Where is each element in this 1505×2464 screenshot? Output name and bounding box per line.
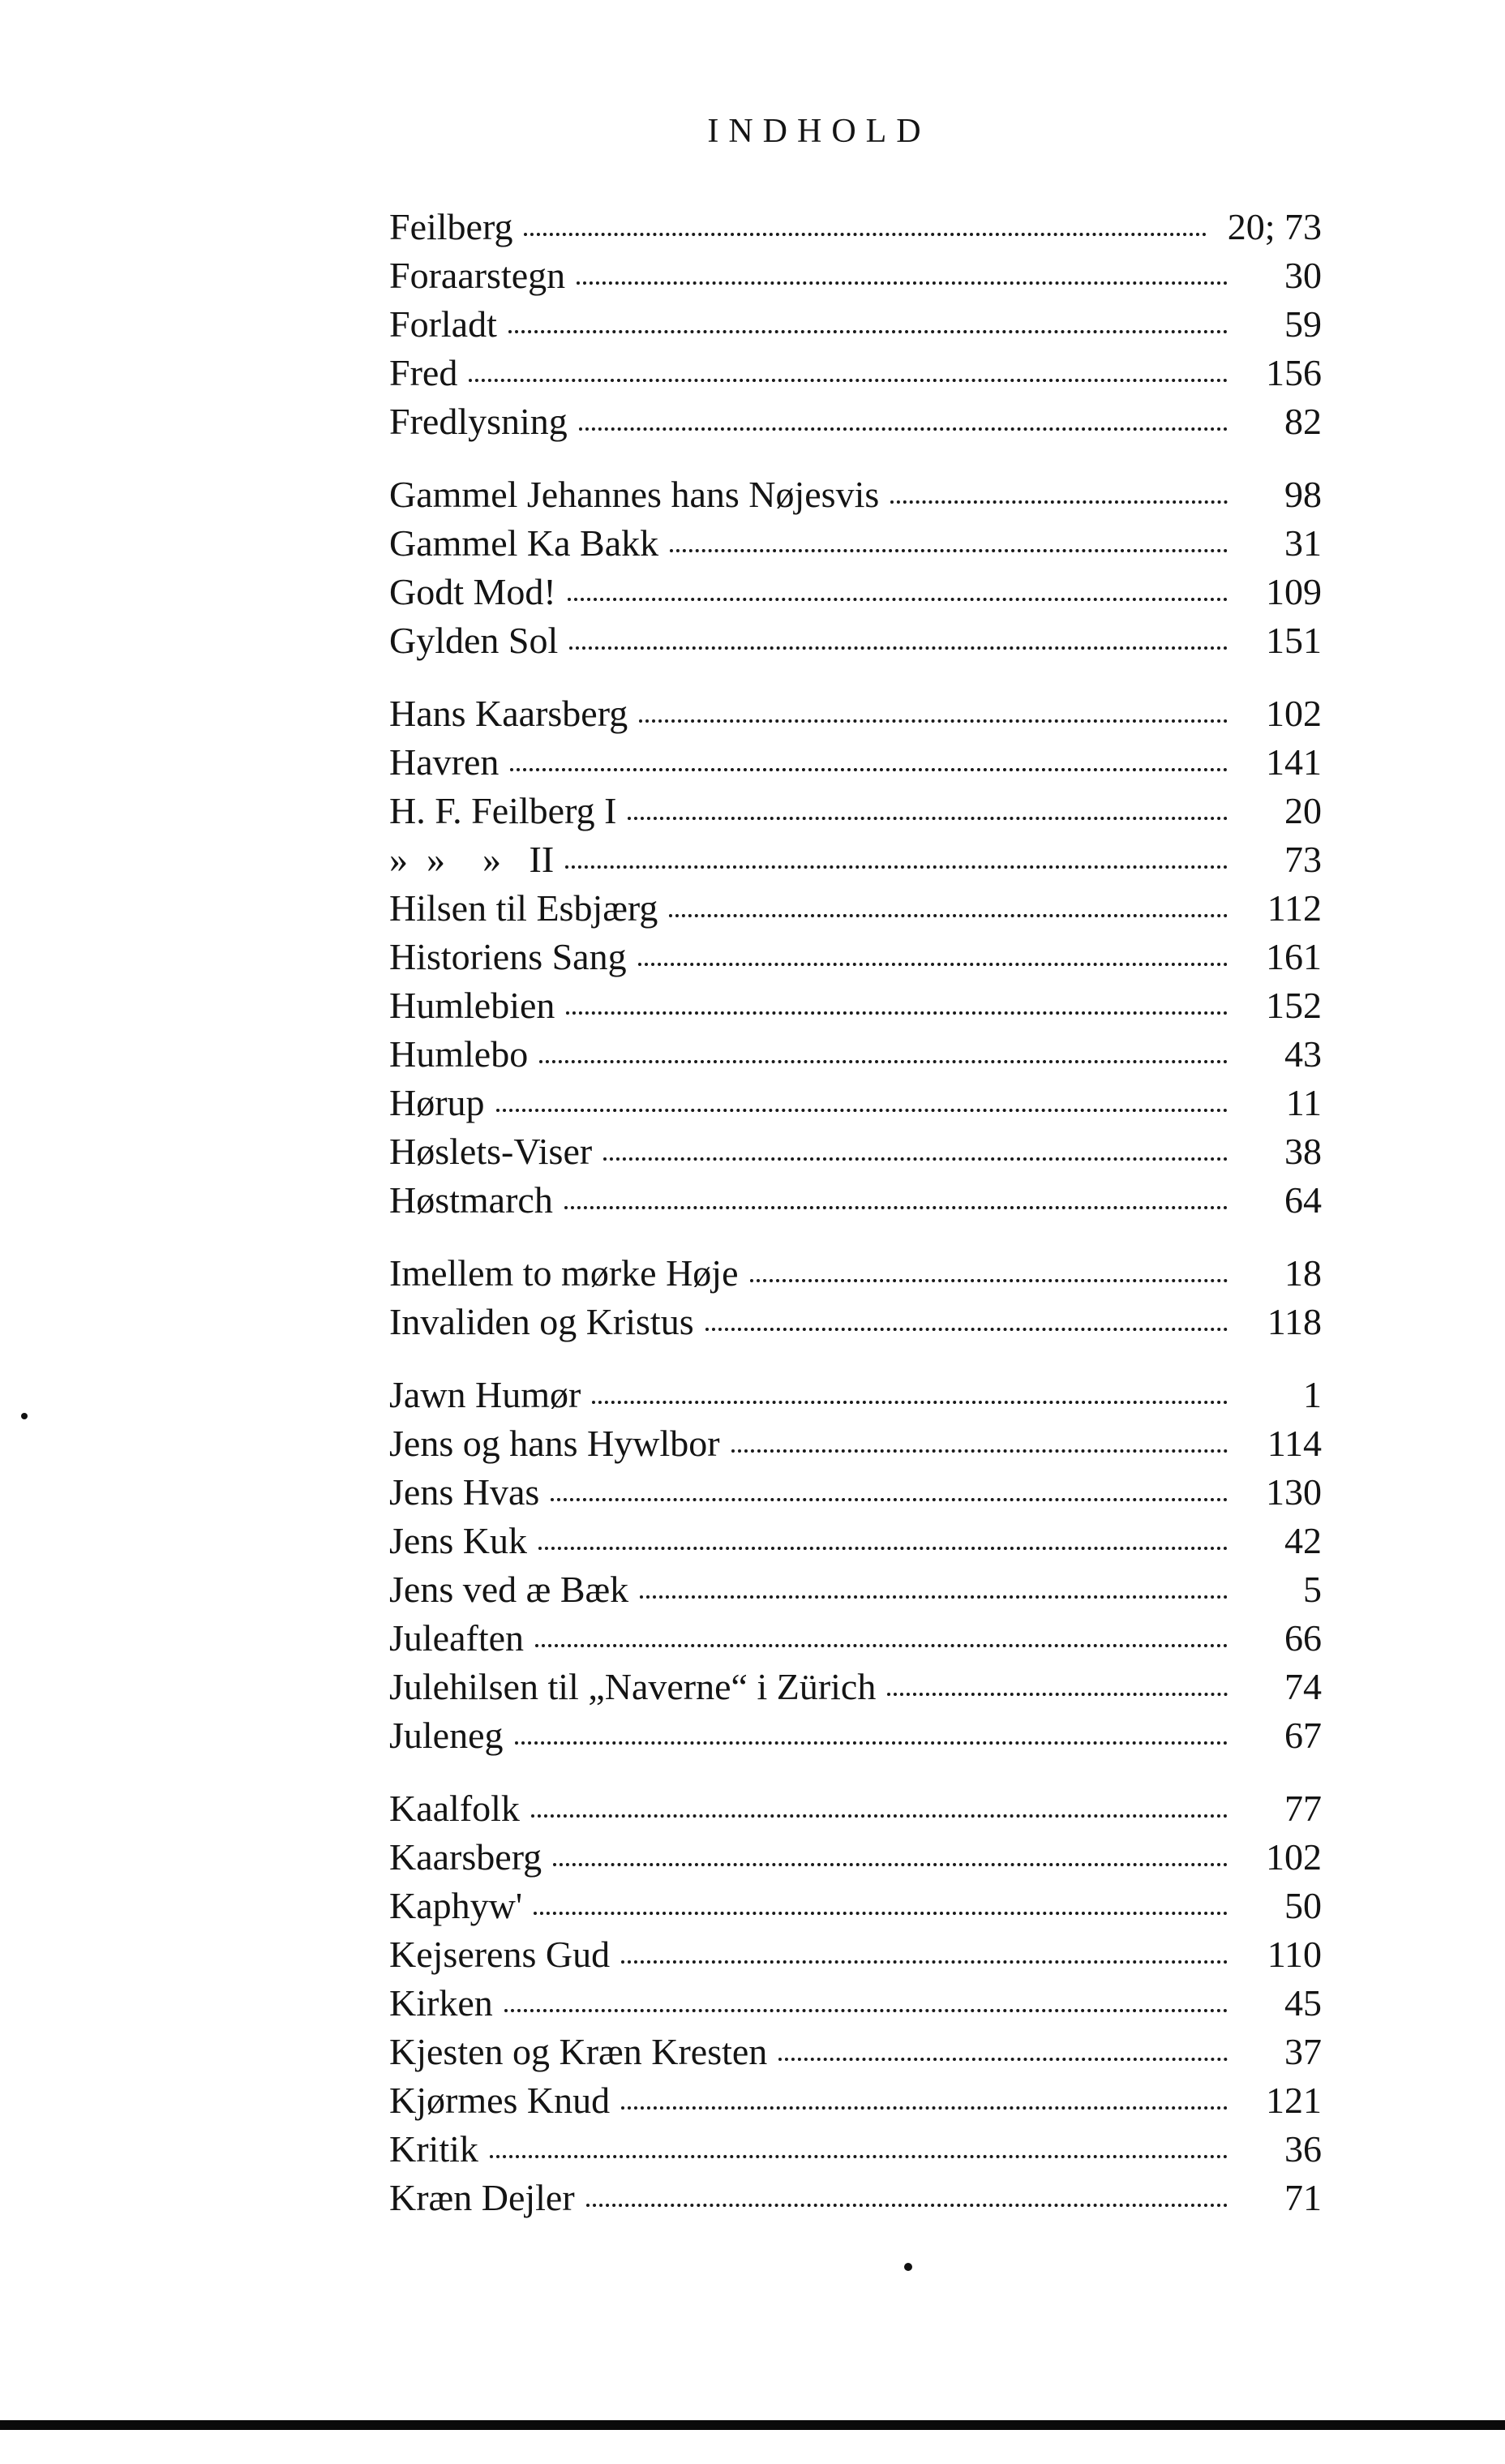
toc-entry-title: Imellem to mørke Høje	[389, 1252, 739, 1294]
toc-entry-page-number: 74	[1284, 1666, 1322, 1707]
page-bottom-rule	[0, 2420, 1505, 2430]
toc-entry-page-number: 121	[1266, 2080, 1322, 2121]
toc-entry	[389, 2174, 1322, 2222]
toc-entry-page-number: 110	[1267, 1934, 1322, 1975]
toc-entry	[389, 787, 1322, 835]
toc-entry-page-number: 130	[1266, 1471, 1322, 1513]
toc-entry-title: Kaphyw'	[389, 1885, 523, 1926]
toc-entry-page-number: 66	[1284, 1617, 1322, 1659]
toc-entry-page-number: 59	[1284, 303, 1322, 345]
dot-leader	[510, 768, 1228, 771]
dot-leader	[586, 2204, 1228, 2207]
toc-entry	[389, 1711, 1322, 1760]
toc-entry-page-number: 82	[1284, 401, 1322, 442]
toc-entry	[389, 1833, 1322, 1882]
toc-entry-title: Hilsen til Esbjærg	[389, 887, 658, 929]
toc-entry-title: Jens Hvas	[389, 1471, 540, 1513]
toc-entry	[389, 1371, 1322, 1419]
toc-entry-title: Jens ved æ Bæk	[389, 1569, 629, 1610]
toc-entry-page-number: 73	[1284, 839, 1322, 880]
page-title: INDHOLD	[707, 113, 931, 150]
toc-entry	[389, 2125, 1322, 2174]
dot-leader	[568, 598, 1228, 601]
toc-entry	[389, 1614, 1322, 1663]
dot-leader	[628, 817, 1228, 820]
toc-entry-title: H. F. Feilberg I	[389, 790, 617, 831]
toc-group	[389, 1249, 1322, 1346]
dot-leader	[564, 1206, 1228, 1209]
dot-leader	[887, 1693, 1228, 1696]
dot-leader	[469, 379, 1228, 382]
print-speck	[904, 2263, 912, 2271]
dot-leader	[551, 1498, 1228, 1501]
toc-entry	[389, 1176, 1322, 1225]
toc-entry-page-number: 5	[1303, 1569, 1322, 1610]
toc-entry-page-number: 18	[1284, 1252, 1322, 1294]
dot-leader	[535, 1644, 1228, 1647]
toc-entry-title: Kejserens Gud	[389, 1934, 611, 1975]
dot-leader	[639, 719, 1228, 723]
toc-entry-title: Invaliden og Kristus	[389, 1301, 694, 1342]
toc-entry-page-number: 77	[1284, 1788, 1322, 1829]
dot-leader	[669, 914, 1228, 917]
toc-entry	[389, 835, 1322, 884]
toc-entry-page-number: 20; 73	[1227, 206, 1322, 247]
toc-entry-title: Gylden Sol	[389, 620, 559, 661]
toc-entry	[389, 519, 1322, 568]
toc-entry-title: Humlebien	[389, 985, 555, 1026]
toc-entry-title: Fred	[389, 352, 458, 393]
toc-entry	[389, 1882, 1322, 1930]
toc-entry	[389, 1663, 1322, 1711]
print-speck	[21, 1413, 28, 1419]
toc-entry	[389, 1517, 1322, 1565]
toc-entry	[389, 2076, 1322, 2125]
toc-entry-page-number: 1	[1303, 1374, 1322, 1415]
toc-entry	[389, 689, 1322, 738]
dot-leader	[621, 1960, 1228, 1964]
dot-leader	[524, 233, 1206, 236]
toc-entry-page-number: 161	[1266, 936, 1322, 977]
toc-entry	[389, 1127, 1322, 1176]
dot-leader	[592, 1401, 1228, 1404]
toc-entry-page-number: 20	[1284, 790, 1322, 831]
toc-entry-title: Gammel Jehannes hans Nøjesvis	[389, 474, 880, 515]
toc-entry-title: Hans Kaarsberg	[389, 693, 628, 734]
toc-entry-title: Feilberg	[389, 206, 513, 247]
toc-entry-title: Juleaften	[389, 1617, 525, 1659]
toc-entry	[389, 1030, 1322, 1079]
toc-entry	[389, 1298, 1322, 1346]
dot-leader	[670, 549, 1228, 552]
toc-entry-page-number: 156	[1266, 352, 1322, 393]
toc-entry-page-number: 152	[1266, 985, 1322, 1026]
toc-entry-title: Kaarsberg	[389, 1836, 542, 1878]
toc-group	[389, 1784, 1322, 2222]
toc-entry-title: Julehilsen til „Naverne“ i Zürich	[389, 1666, 877, 1707]
toc-entry-page-number: 151	[1266, 620, 1322, 661]
toc-entry-title: Jens og hans Hywlbor	[389, 1423, 720, 1464]
toc-entry	[389, 397, 1322, 446]
dot-leader	[569, 646, 1228, 650]
toc-entry-page-number: 31	[1284, 522, 1322, 564]
toc-entry-page-number: 102	[1266, 693, 1322, 734]
toc-entry-title: Historiens Sang	[389, 936, 627, 977]
toc-entry	[389, 1468, 1322, 1517]
toc-entry-title: Juleneg	[389, 1715, 504, 1756]
toc-entry	[389, 1249, 1322, 1298]
toc-entry-page-number: 11	[1285, 1082, 1322, 1123]
toc-entry-title: Havren	[389, 741, 500, 783]
toc-entry	[389, 251, 1322, 300]
toc-entry	[389, 349, 1322, 397]
toc-entry-title: » » » II	[389, 839, 555, 880]
toc-entry-title: Hørup	[389, 1082, 485, 1123]
dot-leader	[534, 1912, 1228, 1915]
toc-entry-title: Humlebo	[389, 1033, 529, 1075]
toc-group	[389, 1371, 1322, 1760]
dot-leader	[638, 963, 1228, 966]
dot-leader	[890, 500, 1228, 504]
toc-entry	[389, 738, 1322, 787]
toc-entry	[389, 933, 1322, 981]
toc-entry-title: Kirken	[389, 1982, 493, 2024]
toc-entry-page-number: 38	[1284, 1131, 1322, 1172]
toc-entry	[389, 203, 1322, 251]
dot-leader	[778, 2058, 1228, 2061]
dot-leader	[621, 2106, 1228, 2110]
toc-group	[389, 470, 1322, 665]
dot-leader	[531, 1814, 1228, 1818]
toc-entry	[389, 1979, 1322, 2028]
toc-entry	[389, 1419, 1322, 1468]
dot-leader	[579, 427, 1228, 431]
toc-entry-page-number: 71	[1284, 2177, 1322, 2218]
toc-entry-page-number: 109	[1266, 571, 1322, 612]
table-of-contents	[389, 203, 1322, 2247]
toc-entry	[389, 884, 1322, 933]
dot-leader	[731, 1449, 1228, 1453]
dot-leader	[603, 1157, 1228, 1161]
toc-entry-page-number: 98	[1284, 474, 1322, 515]
toc-entry-title: Forladt	[389, 303, 497, 345]
toc-entry	[389, 1930, 1322, 1979]
toc-entry-title: Kritik	[389, 2128, 478, 2170]
toc-entry	[389, 616, 1322, 665]
toc-entry-page-number: 45	[1284, 1982, 1322, 2024]
dot-leader	[538, 1547, 1228, 1550]
dot-leader	[553, 1863, 1228, 1866]
toc-entry-page-number: 64	[1284, 1179, 1322, 1221]
toc-entry-page-number: 43	[1284, 1033, 1322, 1075]
dot-leader	[750, 1279, 1228, 1282]
toc-entry-page-number: 118	[1267, 1301, 1322, 1342]
toc-entry-title: Jawn Humør	[389, 1374, 581, 1415]
toc-entry-page-number: 141	[1266, 741, 1322, 783]
toc-entry-title: Kaalfolk	[389, 1788, 520, 1829]
toc-entry	[389, 981, 1322, 1030]
toc-group	[389, 203, 1322, 446]
toc-entry-page-number: 37	[1284, 2031, 1322, 2072]
toc-entry-title: Gammel Ka Bakk	[389, 522, 659, 564]
dot-leader	[566, 1011, 1228, 1015]
dot-leader	[504, 2009, 1228, 2012]
toc-entry-title: Godt Mod!	[389, 571, 556, 612]
dot-leader	[565, 865, 1228, 869]
toc-entry	[389, 470, 1322, 519]
dot-leader	[490, 2155, 1228, 2158]
toc-entry-page-number: 50	[1284, 1885, 1322, 1926]
toc-entry-title: Foraarstegn	[389, 255, 566, 296]
toc-entry-title: Kjesten og Kræn Kresten	[389, 2031, 768, 2072]
toc-entry-title: Fredlysning	[389, 401, 568, 442]
toc-entry	[389, 300, 1322, 349]
toc-entry	[389, 2028, 1322, 2076]
dot-leader	[640, 1595, 1228, 1599]
toc-entry	[389, 1565, 1322, 1614]
toc-entry	[389, 1784, 1322, 1833]
toc-entry-title: Høslets-Viser	[389, 1131, 593, 1172]
dot-leader	[705, 1328, 1228, 1331]
toc-entry	[389, 568, 1322, 616]
toc-entry-title: Høstmarch	[389, 1179, 553, 1221]
toc-entry-title: Kræn Dejler	[389, 2177, 575, 2218]
toc-entry-title: Jens Kuk	[389, 1520, 527, 1561]
toc-group	[389, 689, 1322, 1225]
dot-leader	[515, 1741, 1228, 1745]
toc-entry-page-number: 30	[1284, 255, 1322, 296]
toc-entry-page-number: 36	[1284, 2128, 1322, 2170]
toc-entry-page-number: 114	[1267, 1423, 1322, 1464]
toc-entry-page-number: 42	[1284, 1520, 1322, 1561]
toc-entry	[389, 1079, 1322, 1127]
dot-leader	[577, 281, 1228, 285]
dot-leader	[508, 330, 1228, 333]
dot-leader	[539, 1060, 1228, 1063]
dot-leader	[496, 1109, 1228, 1112]
toc-entry-page-number: 112	[1267, 887, 1322, 929]
toc-entry-title: Kjørmes Knud	[389, 2080, 611, 2121]
toc-entry-page-number: 102	[1266, 1836, 1322, 1878]
toc-entry-page-number: 67	[1284, 1715, 1322, 1756]
